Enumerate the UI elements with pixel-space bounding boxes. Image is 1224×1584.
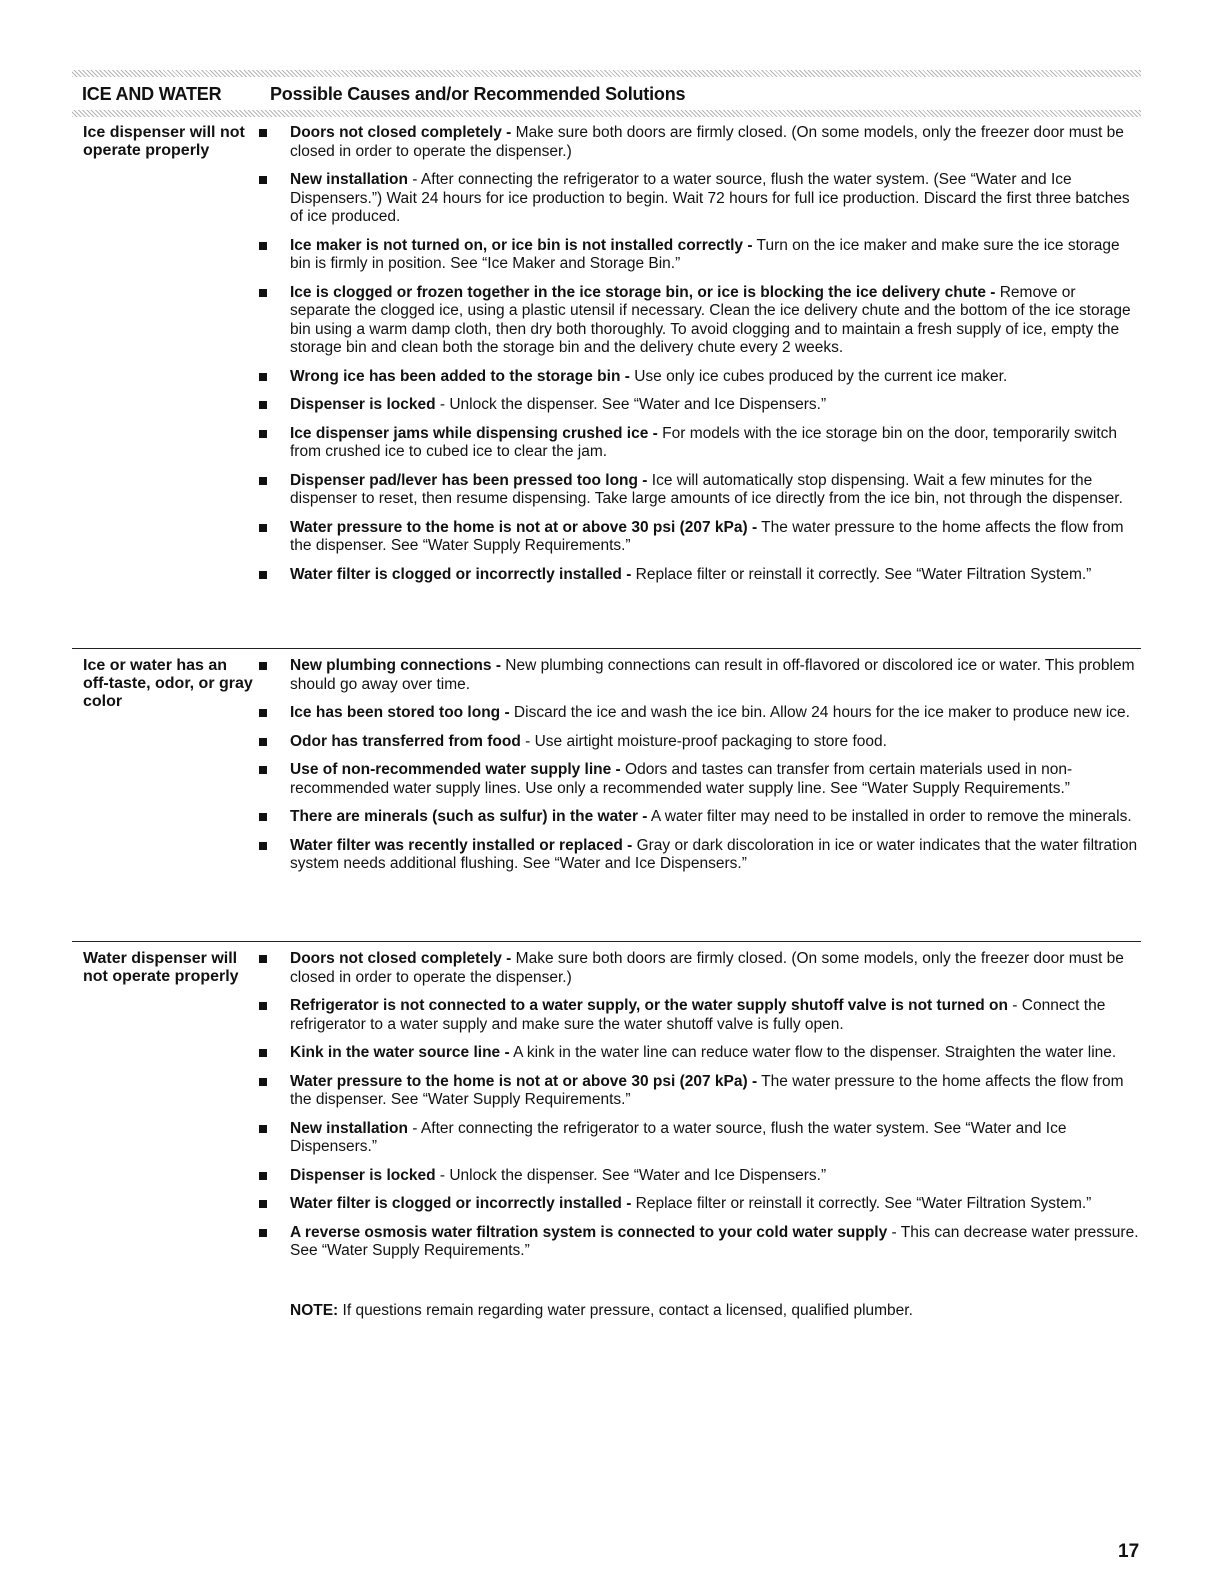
- cause-list: [258, 950, 1140, 1271]
- cause-title: There are minerals (such as sulfur) in the water -: [290, 808, 648, 825]
- square-bullet-icon: [259, 430, 267, 438]
- square-bullet-icon: [259, 1078, 267, 1086]
- square-bullet-icon: [259, 1002, 267, 1010]
- note-label: NOTE:: [290, 1302, 339, 1319]
- cause-title: New installation: [290, 1119, 408, 1137]
- cause-title: Dispenser is locked: [290, 1166, 436, 1184]
- cause-item: [258, 704, 1140, 723]
- problem-title: Water dispenser will not operate properly: [83, 950, 239, 985]
- cause-item: [258, 284, 1140, 358]
- cause-item: [258, 425, 1140, 462]
- square-bullet-icon: [259, 477, 267, 485]
- header-top-rule: [72, 70, 1141, 77]
- square-bullet-icon: [259, 571, 267, 579]
- cause-title: New installation: [290, 171, 408, 188]
- problem-title: Ice or water has an off-taste, odor, or gray color: [83, 657, 253, 710]
- cause-solution: Discard the ice and wash the ice bin. Allow 24 hours for the ice maker to produce new ice.: [509, 704, 1130, 721]
- cause-title: Water filter was recently installed or replaced -: [290, 836, 633, 854]
- cause-item: [258, 997, 1140, 1034]
- cause-solution: - Connect the refrigerator to a water supply and make sure the water shutoff valve is fully open.: [290, 997, 1106, 1033]
- cause-solution: A kink in the water line can reduce water flow to the dispenser. Straighten the water line.: [509, 1044, 1117, 1061]
- cause-title: Ice is clogged or frozen together in the ice storage bin, or ice is blocking the ice delivery chute -: [290, 283, 996, 301]
- cause-item: [258, 657, 1140, 694]
- cause-title: Water filter is clogged or incorrectly installed -: [290, 1195, 632, 1212]
- cause-item: [258, 124, 1140, 161]
- cause-item: [258, 171, 1140, 227]
- cause-solution: - Use airtight moisture-proof packaging to store food.: [520, 732, 887, 750]
- table-header: [72, 78, 1141, 110]
- square-bullet-icon: [259, 1200, 267, 1208]
- cause-solution: Make sure both doors are firmly closed. (On some models, only the freezer door must be closed in order to operate the dispenser.): [290, 124, 1124, 160]
- square-bullet-icon: [259, 1229, 267, 1237]
- cause-list: [258, 124, 1140, 594]
- cause-item: [258, 1167, 1140, 1186]
- page-number: 17: [1118, 1541, 1140, 1562]
- problem-title: Ice dispenser will not operate properly: [83, 124, 245, 159]
- cause-solution: Use only ice cubes produced by the current ice maker.: [629, 367, 1008, 385]
- cause-solution: Replace filter or reinstall it correctly. See “Water Filtration System.”: [631, 1195, 1092, 1212]
- square-bullet-icon: [259, 766, 267, 774]
- cause-title: Refrigerator is not connected to a water supply, or the water supply shutoff valve is not turned on: [290, 997, 1008, 1014]
- cause-solution: Gray or dark discoloration in ice or water indicates that the water filtration system needs additional flushing. See “Water and Ice Dispensers.”: [290, 836, 1138, 872]
- cause-item: [258, 1224, 1140, 1261]
- cause-solution: The water pressure to the home affects the flow from the dispenser. See “Water Supply Requirements.”: [290, 518, 1124, 554]
- cause-solution: Ice will automatically stop dispensing. Wait a few minutes for the dispenser to reset, then resume dispensing. Take large amounts of ice directly from the ice bin, not through the dispenser.: [290, 471, 1123, 507]
- square-bullet-icon: [259, 401, 267, 409]
- note-text: If questions remain regarding water pressure, contact a licensed, qualified plumber.: [338, 1302, 913, 1319]
- cause-title: Ice dispenser jams while dispensing crushed ice -: [290, 424, 658, 442]
- cause-solution: Odors and tastes can transfer from certain materials used in non-recommended water supply lines. Use only a recommended water supply line. See “Water Supply Requirements.”: [290, 761, 1073, 797]
- cause-item: [258, 237, 1140, 274]
- cause-title: Dispenser pad/lever has been pressed too long -: [290, 471, 648, 489]
- square-bullet-icon: [259, 242, 267, 250]
- square-bullet-icon: [259, 1049, 267, 1057]
- cause-title: Odor has transferred from food: [290, 732, 521, 750]
- cause-item: [258, 566, 1140, 585]
- cause-item: [258, 396, 1140, 415]
- square-bullet-icon: [259, 738, 267, 746]
- square-bullet-icon: [259, 1172, 267, 1180]
- square-bullet-icon: [259, 813, 267, 821]
- cause-list: [258, 657, 1140, 884]
- cause-solution: The water pressure to the home affects the flow from the dispenser. See “Water Supply Requirements.”: [290, 1072, 1124, 1108]
- cause-solution: - After connecting the refrigerator to a water source, flush the water system. (See “Water and Ice Dispensers.”) Wait 24 hours for ice production to begin. Wait 72 hours for full ice production. Discard the first three batches of ice produced.: [290, 171, 1130, 225]
- cause-item: [258, 837, 1140, 874]
- cause-item: [258, 950, 1140, 987]
- cause-solution: For models with the ice storage bin on the door, temporarily switch from crushed ice to cubed ice to clear the jam.: [290, 424, 1118, 460]
- cause-title: Water pressure to the home is not at or above 30 psi (207 kPa) -: [290, 1072, 758, 1090]
- cause-title: A reverse osmosis water filtration system is connected to your cold water supply: [290, 1223, 888, 1241]
- cause-item: [258, 808, 1140, 827]
- cause-item: [258, 1195, 1140, 1214]
- cause-title: Kink in the water source line -: [290, 1044, 510, 1061]
- cause-title: Dispenser is locked: [290, 396, 436, 413]
- cause-item: [258, 368, 1140, 387]
- cause-solution: Turn on the ice maker and make sure the ice storage bin is firmly in position. See “Ice Maker and Storage Bin.”: [290, 236, 1120, 272]
- square-bullet-icon: [259, 373, 267, 381]
- square-bullet-icon: [259, 289, 267, 297]
- header-bottom-rule: [72, 110, 1141, 117]
- cause-solution: - Unlock the dispenser. See “Water and Ice Dispensers.”: [435, 1166, 827, 1184]
- header-problem-column: ICE AND WATER: [82, 83, 222, 104]
- cause-title: Doors not closed completely -: [290, 950, 512, 967]
- cause-title: Water pressure to the home is not at or above 30 psi (207 kPa) -: [290, 518, 758, 536]
- cause-solution: A water filter may need to be installed in order to remove the minerals.: [647, 808, 1132, 825]
- cause-item: [258, 519, 1140, 556]
- cause-solution: Replace filter or reinstall it correctly. See “Water Filtration System.”: [631, 565, 1092, 583]
- cause-item: [258, 1044, 1140, 1063]
- cause-item: [258, 1120, 1140, 1157]
- cause-item: [258, 472, 1140, 509]
- square-bullet-icon: [259, 129, 267, 137]
- square-bullet-icon: [259, 842, 267, 850]
- section-divider: [72, 941, 1141, 942]
- cause-solution: - After connecting the refrigerator to a water source, flush the water system. See “Water and Ice Dispensers.”: [290, 1119, 1067, 1155]
- section-divider: [72, 648, 1141, 649]
- cause-title: Water filter is clogged or incorrectly installed -: [290, 565, 632, 583]
- square-bullet-icon: [259, 176, 267, 184]
- cause-solution: Make sure both doors are firmly closed. (On some models, only the freezer door must be closed in order to operate the dispenser.): [290, 950, 1124, 986]
- cause-solution: New plumbing connections can result in off-flavored or discolored ice or water. This problem should go away over time.: [290, 657, 1135, 693]
- cause-title: New plumbing connections -: [290, 657, 501, 674]
- cause-solution: - This can decrease water pressure. See “Water Supply Requirements.”: [290, 1223, 1139, 1259]
- cause-title: Ice maker is not turned on, or ice bin is not installed correctly -: [290, 236, 753, 254]
- cause-title: Use of non-recommended water supply line -: [290, 761, 621, 778]
- cause-title: Doors not closed completely -: [290, 124, 512, 141]
- cause-item: [258, 1073, 1140, 1110]
- square-bullet-icon: [259, 955, 267, 963]
- cause-item: [258, 733, 1140, 752]
- square-bullet-icon: [259, 662, 267, 670]
- cause-title: Ice has been stored too long -: [290, 704, 510, 721]
- square-bullet-icon: [259, 1125, 267, 1133]
- square-bullet-icon: [259, 524, 267, 532]
- cause-title: Wrong ice has been added to the storage bin -: [290, 367, 630, 385]
- cause-solution: - Unlock the dispenser. See “Water and Ice Dispensers.”: [435, 396, 827, 413]
- cause-solution: Remove or separate the clogged ice, using a plastic utensil if necessary. Clean the ice delivery chute and the bottom of the ice storage bin using a warm damp cloth, then dry both thoroughly. To avoid clogging and to maintain a fresh supply of ice, empty the storage bin and clean both the storage bin and the delivery chute every 2 weeks.: [290, 283, 1131, 356]
- square-bullet-icon: [259, 709, 267, 717]
- plumber-note: [290, 1302, 1130, 1321]
- header-solutions-column: Possible Causes and/or Recommended Solutions: [270, 83, 686, 104]
- cause-item: [258, 761, 1140, 798]
